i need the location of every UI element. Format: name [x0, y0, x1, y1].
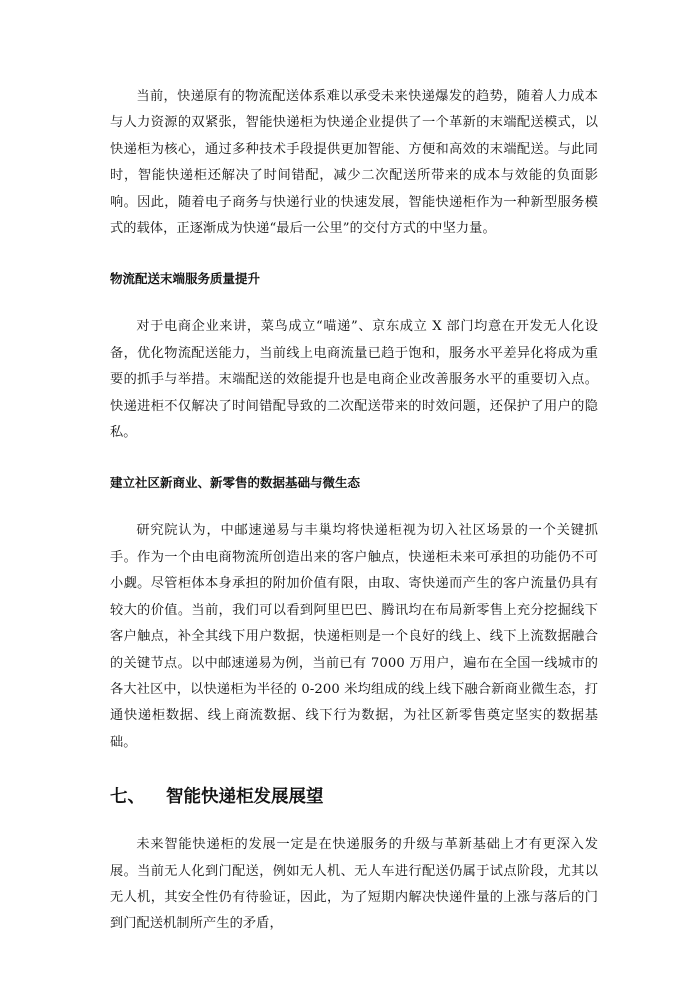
section-heading — [110, 782, 598, 812]
paragraph-research: 研究院认为，中邮速递易与丰巢均将快递柜视为切入社区场景的一个关键抓手。作为一个由电商物流所创造出来的客户触点，快递柜未来可承担的功能仍不可小觑。尽管柜体本身承担的附加价值有限，由取、寄快递而产生的客户流量仍具有较大的价值。当前，我们可以看到阿里巴巴、腾讯均在布局新零售上充分挖掘线下客户触点，补全其线下用户数据，快递柜则是一个良好的线上、线下上流数据融合的关键节点。以中邮速递易为例，当前已有 7000 万用户，遍布在全国一线城市的各大社区中，以快递柜为半径的 0-200 米均组成的线上线下融合新商业微生态，打通快递柜数据、线上商流数据、线下行为数据，为社区新零售奠定坚实的数据基础。 — [110, 523, 598, 750]
spacer — [110, 756, 598, 782]
spacer — [110, 242, 598, 266]
spacer — [110, 496, 598, 518]
subheading-community-retail: 建立社区新商业、新零售的数据基础与微生态 — [110, 475, 361, 491]
paragraph-outlook: 未来智能快递柜的发展一定是在快递服务的升级与革新基础上才有更深入发展。当前无人化到门配送，例如无人机、无人车进行配送仍属于试点阶段，尤其以无人机，其安全性仍有待验证，因此，为了短期内解决快递件量的上涨与落后的门到门配送机制所产生的矛盾， — [110, 837, 598, 932]
spacer — [110, 812, 598, 832]
spacer — [110, 446, 598, 470]
paragraph-ecommerce: 对于电商企业来讲，菜鸟成立“喵递”、京东成立 X 部门均意在开发无人化设备，优化物流配送能力，当前线上电商流量已趋于饱和，服务水平差异化将成为重要的抓手与举措。末端配送的效能提升也是电商企业改善服务水平的重要切入点。快递进柜不仅解决了时间错配导致的二次配送带来的时效问题，还保护了用户的隐私。 — [110, 319, 598, 441]
subheading-logistics-quality: 物流配送末端服务质量提升 — [110, 271, 261, 287]
spacer — [110, 292, 598, 314]
section-title: 智能快递柜发展展望 — [166, 787, 324, 808]
section-number: 七、 — [110, 787, 145, 808]
paragraph-intro: 当前，快递原有的物流配送体系难以承受未来快递爆发的趋势，随着人力成本与人力资源的双紧张，智能快递柜为快递企业提供了一个革新的末端配送模式，以快递柜为核心，通过多种技术手段提供更加智能、方便和高效的末端配送。与此同时，智能快递柜还解决了时间错配，减少二次配送所带来的成本与效能的负面影响。因此，随着电子商务与快递行业的快速发展，智能快递柜作为一种新型服务模式的载体，正逐渐成为快递“最后一公里”的交付方式的中坚力量。 — [110, 89, 598, 237]
document-body — [110, 84, 598, 938]
